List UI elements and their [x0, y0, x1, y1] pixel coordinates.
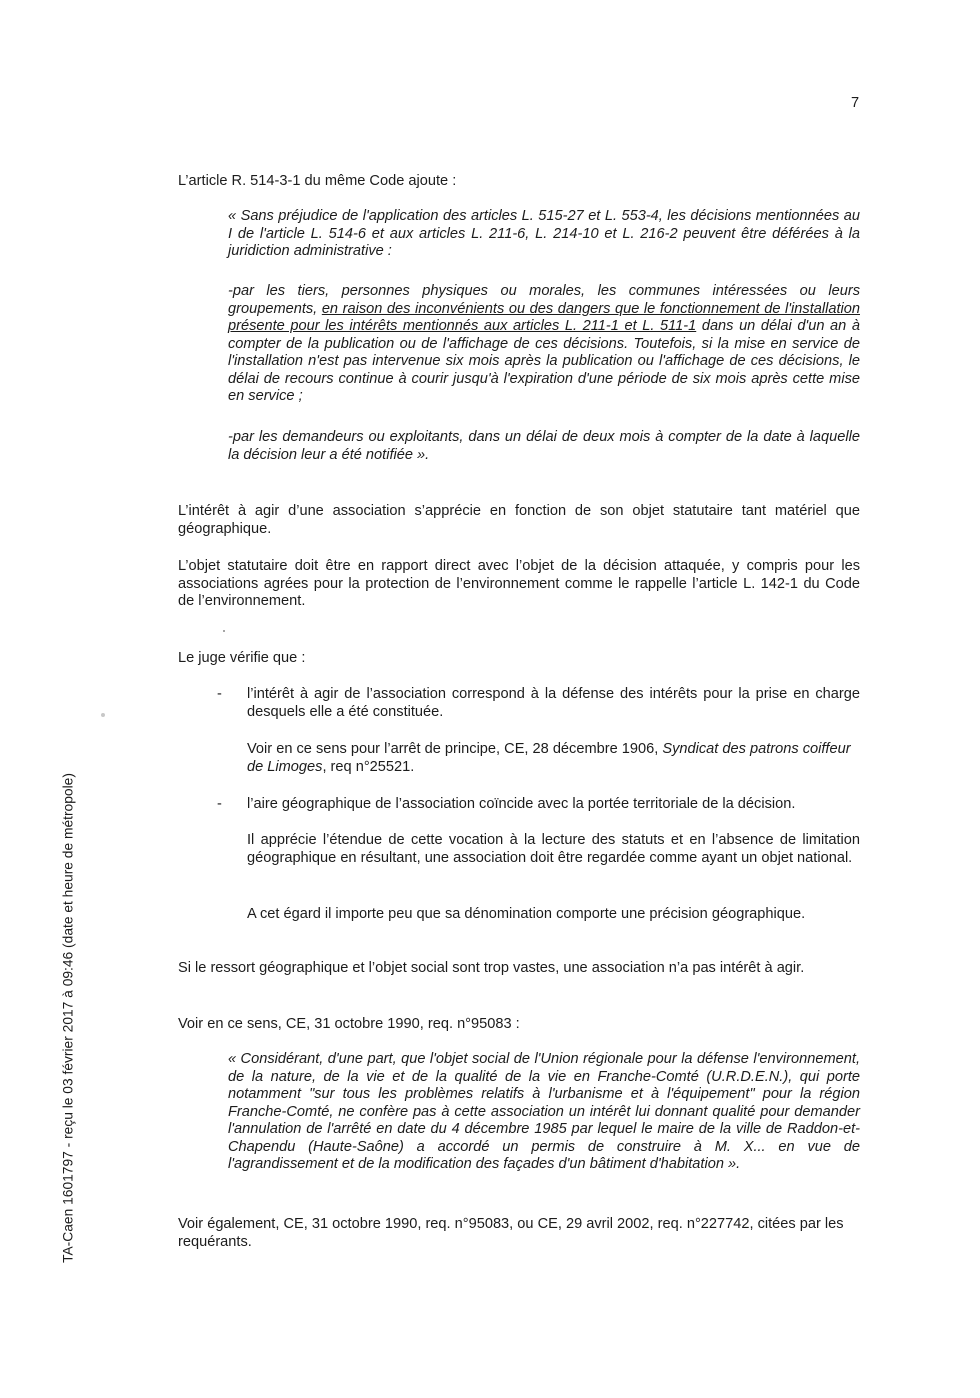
bullet-2-paragraph-2: A cet égard il importe peu que sa dénomination comporte une précision géographique. [247, 906, 806, 922]
reference-prefix: Voir en ce sens pour l’arrêt de principe, CE, 28 décembre 1906, [247, 741, 663, 757]
bullet-dash: - [217, 686, 222, 702]
page-number: 7 [851, 95, 860, 111]
bullet-2-paragraph-1: Il apprécie l’étendue de cette vocation à la lecture des statuts et en l’absence de limitation géographique en résultant, une association doit être regardée comme ayant un objet national. [247, 832, 860, 866]
paragraph-interet-agir: L’intérêt à agir d’une association s’apprécie en fonction de son objet statutaire tant matériel que géographique. [178, 503, 860, 537]
voir-en-ce-sens: Voir en ce sens, CE, 31 octobre 1990, req. n°95083 : [178, 1016, 520, 1032]
article-intro: L’article R. 514-3-1 du même Code ajoute : [178, 173, 457, 189]
scan-speck [223, 630, 225, 632]
article-quote-para-2-start: -par les tiers, personnes physiques ou morales, les communes intéressées ou leurs groupements, [228, 283, 860, 317]
article-quote-para-3: -par les demandeurs ou exploitants, dans un délai de deux mois à compter de la date à laquelle la décision leur a été notifiée ». [228, 429, 860, 463]
paragraph-objet-statutaire: L’objet statutaire doit être en rapport direct avec l’objet de la décision attaquée, y compris pour les associations agrées pour la protection de l’environnement comme le rappelle l’article L. 142-1 du Code de l’environnement. [178, 558, 860, 609]
reception-stamp: TA-Caen 1601797 - reçu le 03 février 2017 à 09:46 (date et heure de métropole) [60, 773, 76, 1263]
article-quote-para-2-end: dans un délai d'un an à compter de la publication ou de l'affichage de ces décisions. Toutefois, si la mise en service de l'installation n'est pas intervenue six mois après la publication ou l'affichage de ces décisions, le délai de recours continue à courir jusqu'à l'expiration d'une période de six mois après cette mise en service ; [228, 318, 860, 404]
bullet-interet-association: l’intérêt à agir de l’association correspond à la défense des intérêts pour la prise en charge desquels elle a été constituée. [247, 686, 860, 720]
bullet-1-reference [247, 741, 860, 776]
paragraph-ressort: Si le ressort géographique et l’objet social sont trop vastes, une association n’a pas intérêt à agir. [178, 960, 805, 976]
article-quote-para-1: « Sans préjudice de l'application des articles L. 515-27 et L. 553-4, les décisions mentionnées au I de l'article L. 514-6 et aux articles L. 211-6, L. 214-10 et L. 216-2 peuvent être déférées à la juridiction administrative : [228, 208, 860, 259]
bullet-dash: - [217, 796, 222, 812]
article-quote-para-2 [228, 283, 860, 406]
article-quote-underlined: en raison des inconvénients ou des dangers que le fonctionnement de l'installation présente pour les intérêts mentionnés aux articles L. 211-1 et L. 511-1 [228, 300, 860, 334]
voir-egalement: Voir également, CE, 31 octobre 1990, req. n°95083, ou CE, 29 avril 2002, req. n°227742, citées par les requérants. [178, 1216, 844, 1250]
reference-case-name: Syndicat des patrons coiffeur de Limoges [247, 741, 851, 775]
bullet-aire-geographique: l’aire géographique de l’association coïncide avec la portée territoriale de la décision. [247, 796, 796, 812]
scan-speck [101, 713, 105, 717]
juge-intro: Le juge vérifie que : [178, 650, 306, 666]
reference-suffix: , req n°25521. [322, 758, 415, 775]
ce-quote: « Considérant, d'une part, que l'objet social de l'Union régionale pour la défense l'environnement, de la nature, de la vie et de la qualité de la vie en Franche-Comté (U.R.D.E.N.), qui porte notamment "sur tous les problèmes relatifs à l'urbanisme et à l'équipement" pour la région Franche-Comté, ne confère pas à cette association un intérêt lui donnant qualité pour demander l'annulation de l'arrêté en date du 4 décembre 1985 par lequel le maire de la ville de Raddon-et-Chapendu (Haute-Saône) a accordé un permis de construire à M. X... en vue de l'agrandissement et de la modification des façades d'un bâtiment d'habitation ». [228, 1051, 860, 1172]
